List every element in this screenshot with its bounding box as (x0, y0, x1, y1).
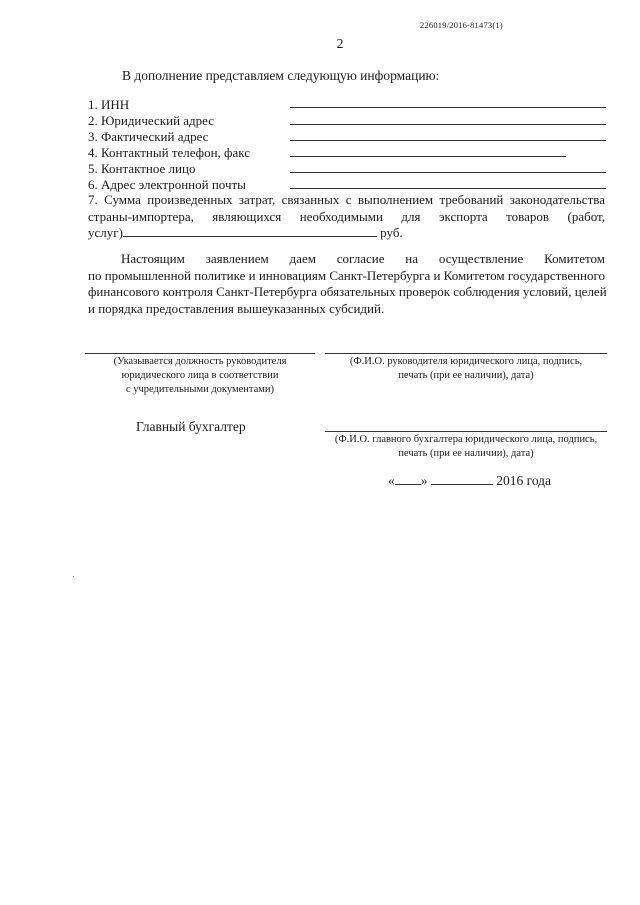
field-line-actual-address (290, 140, 606, 141)
item7-line1: 7. Сумма произведенных затрат, связанных с выполнением требований законодательства (88, 192, 605, 207)
field-label-contact-person: 5. Контактное лицо (88, 161, 196, 176)
item7-line3 (88, 225, 605, 242)
accountant-caption-line2: печать (при ее наличии), дата) (398, 448, 534, 459)
head-position-caption-line1: (Указывается должность руководителя (113, 356, 287, 367)
field-line-inn (290, 107, 606, 108)
accountant-signature-caption (325, 433, 607, 461)
head-position-caption-line2: юридического лица в соответствии (121, 370, 279, 381)
document-registration-number: 226019/2016-81473(1) (420, 20, 503, 30)
date-open-quote: « (388, 473, 395, 488)
consent-line4: и порядка предоставления вышеуказанных субсидий. (88, 300, 385, 316)
head-position-line (85, 353, 315, 354)
item7-line2: страны-импортера, являющихся необходимыми для экспорта товаров (работ, (88, 208, 605, 224)
head-signature-caption-line2: печать (при ее наличии), дата) (398, 370, 534, 381)
field-line-phone-fax (290, 156, 566, 157)
field-label-legal-address: 2. Юридический адрес (88, 113, 215, 128)
head-signature-caption-line1: (Ф.И.О. руководителя юридического лица, подпись, (349, 356, 583, 367)
consent-line3: финансового контроля Санкт-Петербурга обязательных проверок соблюдения условий, целей (88, 284, 607, 299)
accountant-caption-line1: (Ф.И.О. главного бухгалтера юридического лица, подпись, (334, 434, 598, 445)
chief-accountant-label: Главный бухгалтер (136, 419, 246, 434)
consent-line2: по промышленной политике и инновациям Санкт-Петербурга и Комитетом государственного (88, 267, 606, 283)
item7-amount-line (123, 225, 377, 237)
item7-services-text: услуг) (88, 225, 123, 240)
field-line-legal-address (290, 124, 606, 125)
head-signature-line (325, 353, 607, 354)
date-line (388, 472, 551, 489)
head-position-caption (85, 355, 315, 397)
field-label-actual-address: 3. Фактический адрес (88, 129, 209, 144)
consent-paragraph (88, 251, 605, 317)
consent-line1: Настоящим заявлением даем согласие на осуществление Комитетом (121, 251, 605, 266)
intro-text: В дополнение представляем следующую информацию: (122, 68, 440, 83)
accountant-signature-line (325, 431, 607, 432)
date-close-quote: » (420, 473, 428, 488)
field-label-phone-fax: 4. Контактный телефон, факс (88, 145, 251, 160)
date-day-blank (395, 472, 421, 485)
page-number: 2 (336, 37, 344, 52)
item7-currency: руб. (380, 225, 403, 240)
field-label-email: 6. Адрес электронной почты (88, 177, 246, 192)
field-label-inn: 1. ИНН (88, 97, 130, 112)
head-position-caption-line3: с учредительными документами) (125, 384, 275, 395)
field-line-email (290, 188, 606, 189)
field-line-contact-person (290, 172, 606, 173)
date-year: 2016 года (496, 473, 552, 488)
item7-paragraph (88, 192, 605, 242)
scan-speck (73, 576, 74, 577)
date-month-blank (431, 472, 493, 485)
head-signature-caption (325, 355, 607, 383)
